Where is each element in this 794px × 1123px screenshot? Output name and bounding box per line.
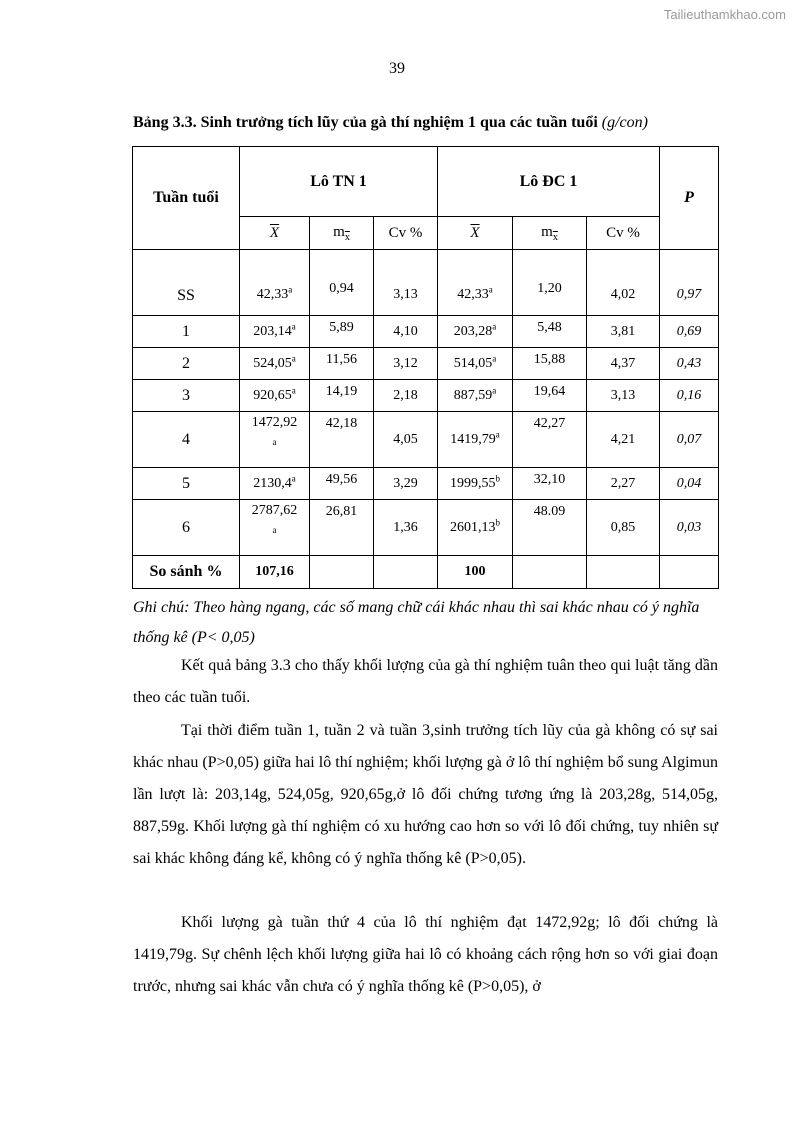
tn-mean: 203,14$^a$ xyxy=(240,316,310,348)
p-value: 0,69 xyxy=(660,316,719,348)
row-label: 2 xyxy=(133,348,240,380)
p-value: 0,04 xyxy=(660,468,719,500)
tn-m: 0,94 xyxy=(310,250,374,316)
caption-unit: (g/con) xyxy=(601,114,648,131)
tn-mean: 2130,4$^a$ xyxy=(240,468,310,500)
tn-m: 14,19 xyxy=(310,380,374,412)
tn-m: 5,89 xyxy=(310,316,374,348)
empty-cell xyxy=(374,556,438,589)
table-row xyxy=(133,250,719,316)
compare-tn: 107,16 xyxy=(240,556,310,589)
tn-m: 42,18 xyxy=(310,412,374,468)
table-row xyxy=(133,412,719,468)
p-value: 0,43 xyxy=(660,348,719,380)
dc-mean: 42,33$^a$ xyxy=(438,250,513,316)
table-note: Ghi chú: Theo hàng ngang, các số mang chữ cái khác nhau thì sai khác nhau có ý nghĩa thống kê (P< 0,05) xyxy=(133,599,700,646)
table-row xyxy=(133,316,719,348)
dc-cv: 4,21 xyxy=(587,412,660,468)
header-p: P xyxy=(660,147,719,250)
subheader-m-dc: $m_{\overline{x}}$ xyxy=(513,217,587,250)
dc-m: 15,88 xyxy=(513,348,587,380)
dc-m: 48.09 xyxy=(513,500,587,556)
dc-m: 1,20 xyxy=(513,250,587,316)
row-label: 4 xyxy=(133,412,240,468)
growth-table xyxy=(132,146,719,589)
page-number: 39 xyxy=(389,60,405,77)
subheader-cv-dc: Cv % xyxy=(587,217,660,250)
subheader-mean-tn: $\overline{X}$ xyxy=(240,217,310,250)
p-value: 0,97 xyxy=(660,250,719,316)
tn-m: 26,81 xyxy=(310,500,374,556)
paragraph: Tại thời điểm tuần 1, tuần 2 và tuần 3,sinh trưởng tích lũy của gà không có sự sai khác nhau (P>0,05) giữa hai lô thí nghiệm; khối lượng gà ở lô thí nghiệm bổ sung Algimun lần lượt là: 203,14g, 524,05g, 920,65g,ở lô đối chứng tương ứng là 203,28g, 514,05g, 887,59g. Khối lượng gà thí nghiệm có xu hướng cao hơn so với lô đối chứng, tuy nhiên sự sai khác không đáng kể, không có ý nghĩa thống kê (P>0,05). xyxy=(133,722,718,867)
tn-cv: 1,36 xyxy=(374,500,438,556)
dc-cv: 2,27 xyxy=(587,468,660,500)
caption-title: Bảng 3.3. Sinh trưởng tích lũy của gà thí nghiệm 1 qua các tuần tuổi xyxy=(133,114,602,131)
table-row-compare xyxy=(133,556,719,589)
dc-mean: 514,05$^a$ xyxy=(438,348,513,380)
subheader-m-tn: $m_{\overline{x}}$ xyxy=(310,217,374,250)
dc-mean: 2601,13$^b$ xyxy=(438,500,513,556)
p-value: 0,16 xyxy=(660,380,719,412)
watermark: Tailieuthamkhao.com xyxy=(663,7,786,22)
p-value: 0,03 xyxy=(660,500,719,556)
dc-mean: 887,59$^a$ xyxy=(438,380,513,412)
subheader-mean-dc: $\overline{X}$ xyxy=(438,217,513,250)
empty-cell xyxy=(660,556,719,589)
empty-cell xyxy=(310,556,374,589)
tn-mean: 42,33$^a$ xyxy=(240,250,310,316)
empty-cell xyxy=(513,556,587,589)
row-label: 3 xyxy=(133,380,240,412)
tn-mean: 2787,62 a xyxy=(240,500,310,556)
tn-cv: 4,05 xyxy=(374,412,438,468)
tn-cv: 3,13 xyxy=(374,250,438,316)
dc-mean: 1999,55$^b$ xyxy=(438,468,513,500)
dc-mean: 1419,79$^a$ xyxy=(438,412,513,468)
dc-m: 19,64 xyxy=(513,380,587,412)
table-row xyxy=(133,380,719,412)
row-label: SS xyxy=(133,250,240,316)
dc-mean: 203,28$^a$ xyxy=(438,316,513,348)
table-caption xyxy=(133,114,733,132)
header-week: Tuần tuổi xyxy=(133,147,240,250)
dc-cv: 4,37 xyxy=(587,348,660,380)
compare-label: So sánh % xyxy=(133,556,240,589)
row-label: 1 xyxy=(133,316,240,348)
tn-cv: 2,18 xyxy=(374,380,438,412)
empty-cell xyxy=(587,556,660,589)
tn-m: 49,56 xyxy=(310,468,374,500)
dc-cv: 3,13 xyxy=(587,380,660,412)
tn-mean: 1472,92 a xyxy=(240,412,310,468)
tn-mean: 920,65$^a$ xyxy=(240,380,310,412)
header-group-tn1: Lô TN 1 xyxy=(240,147,438,217)
dc-cv: 4,02 xyxy=(587,250,660,316)
dc-cv: 3,81 xyxy=(587,316,660,348)
tn-cv: 4,10 xyxy=(374,316,438,348)
tn-cv: 3,12 xyxy=(374,348,438,380)
paragraph: Kết quả bảng 3.3 cho thấy khối lượng của gà thí nghiệm tuân theo qui luật tăng dần theo các tuần tuổi. xyxy=(133,657,718,706)
table-row xyxy=(133,500,719,556)
dc-m: 5,48 xyxy=(513,316,587,348)
p-value: 0,07 xyxy=(660,412,719,468)
header-group-dc1: Lô ĐC 1 xyxy=(438,147,660,217)
row-label: 5 xyxy=(133,468,240,500)
paragraph: Khối lượng gà tuần thứ 4 của lô thí nghiệm đạt 1472,92g; lô đối chứng là 1419,79g. Sự chênh lệch khối lượng giữa hai lô có khoảng cách rộng hơn so với giai đoạn trước, nhưng sai khác vẫn chưa có ý nghĩa thống kê (P>0,05), ở xyxy=(133,914,718,995)
row-label: 6 xyxy=(133,500,240,556)
dc-cv: 0,85 xyxy=(587,500,660,556)
subheader-cv-tn: Cv % xyxy=(374,217,438,250)
dc-m: 42,27 xyxy=(513,412,587,468)
tn-m: 11,56 xyxy=(310,348,374,380)
compare-dc: 100 xyxy=(438,556,513,589)
table-row xyxy=(133,468,719,500)
dc-m: 32,10 xyxy=(513,468,587,500)
table-row xyxy=(133,348,719,380)
tn-cv: 3,29 xyxy=(374,468,438,500)
tn-mean: 524,05$^a$ xyxy=(240,348,310,380)
